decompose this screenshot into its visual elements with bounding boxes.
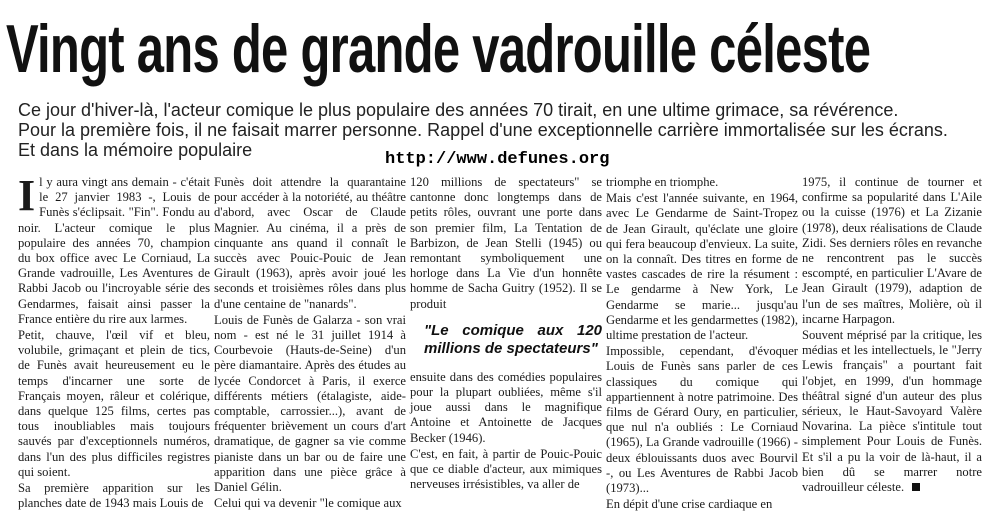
- drop-cap: I: [18, 171, 36, 220]
- end-of-article-mark: [912, 483, 920, 491]
- lead-line-2: Pour la première fois, il ne faisait marrer personne. Rappel d'une exceptionnelle carrière immortalisée sur les écrans.: [18, 120, 948, 140]
- paragraph: Mais c'est l'année suivante, en 1964, avec Le Gendarme de Saint-Tropez de Jean Girault, qu'éclate une gloire qui fera beaucoup d'envieux. La suite, on la connaît. Des titres en forme de vastes cascades de rire la résument : Le gendarme à New York, Le Gendarme se marie... jusqu'au Gendarme et les gendarmettes (1982), ultime prestation de l'acteur.: [606, 191, 798, 343]
- paragraph: Funès doit attendre la quarantaine pour accéder à la notoriété, au théâtre d'abord, avec Oscar de Claude Magnier. Au cinéma, il a près de cinquante ans quand il connaît le succès avec Pouic-Pouic de Jean Girault (1963), après avoir joué les seconds et troisièmes rôles dans plus d'une centaine de "nanards".: [214, 175, 406, 311]
- paragraph: ensuite dans des comédies populaires pour la plupart oubliées, même s'il joue aussi dans le magnifique Antoine et Antoinette de Jacques Becker (1946).: [410, 369, 602, 445]
- column-2: [214, 175, 406, 512]
- column-5: [802, 175, 982, 496]
- paragraph: Petit, chauve, l'œil vif et bleu, volubile, grimaçant et plein de tics, de Funès avait heureusement eu le temps d'incarner une sorte de Français moyen, râleur et colérique, dans quelque 125 films, certes pas tous inoubliables mais toujours sauvés par d'exceptionnels numéros, dans l'un des plus difficiles registres qui soient.: [18, 328, 210, 479]
- column-1: [18, 171, 210, 512]
- paragraph: Impossible, cependant, d'évoquer Louis de Funès sans parler de ces classiques du comique qui appartiennent à notre patrimoine. Des films de Gérard Oury, en particulier, que nul n'a oubliés : Le Corniaud (1965), La Grande vadrouille (1966) - deux éblouissants duos avec Bourvil -, ou Les Aventures de Rabbi Jacob (1973)...: [606, 344, 798, 496]
- website-url[interactable]: http://www.defunes.org: [385, 150, 610, 169]
- pull-quote: "Le comique aux 120 millions de spectateurs": [424, 321, 602, 357]
- paragraph: 1975, il continue de tourner et confirme sa popularité dans L'Aile ou la cuisse (1976) et La Zizanie (1978), deux réalisations de Claude Zidi. Ses derniers rôles en revanche ne rencontrent pas le succès escompté, en particulier L'Avare de Jean Girault (1979), adaption de l'un de ses maîtres, Molière, où il incarne Harpagon.: [802, 175, 982, 326]
- article-headline: Vingt ans de grande vadrouille céleste: [6, 11, 871, 87]
- paragraph: Louis de Funès de Galarza - son vrai nom - est né le 31 juillet 1914 à Courbevoie (Hauts-de-Seine) d'un père diamantaire. Après des études au lycée Condorcet à Paris, il exerce différents métiers (étalagiste, aide-comptable, carrossier...), avant de fréquenter brièvement un cours d'art dramatique, de gagner sa vie comme pianiste dans un bar ou de faire une apparition dans une pièce grâce à Daniel Gélin.: [214, 312, 406, 495]
- paragraph-text: Souvent méprisé par la critique, les médias et les intellectuels, le "Jerry Lewis français" a pourtant fait l'objet, en 1999, d'un hommage théâtral signé d'un auteur des plus sérieux, le Haut-Savoyard Valère Novarina. La pièce s'intitule tout simplement Pour Louis de Funès. Et s'il a pu la voir de là-haut, il a bien dû se marrer notre vadrouilleur céleste.: [802, 328, 982, 495]
- paragraph: Sa première apparition sur les planches date de 1943 mais Louis de: [18, 481, 210, 511]
- lead-line-1: Ce jour d'hiver-là, l'acteur comique le plus populaire des années 70 tirait, en une ultime grimace, sa révérence.: [18, 100, 899, 120]
- paragraph: [802, 328, 982, 495]
- paragraph: triomphe en triomphe.: [606, 175, 719, 189]
- paragraph: l y aura vingt ans demain - c'était le 27 janvier 1983 -, Louis de Funès s'éclipsait. "Fin". Fondu au noir. L'acteur comique le plus populaire des années 70, champion du box office avec Le Corniaud, La Grande vadrouille, Les Aventures de Rabbi Jacob ou l'incroyable série des Gendarmes, faisait ainsi passer la France entière du rire aux larmes.: [18, 175, 210, 326]
- column-3: [410, 175, 602, 493]
- lead-line-3: Et dans la mémoire populaire: [18, 140, 253, 160]
- paragraph: C'est, en fait, à partir de Pouic-Pouic que ce diable d'acteur, aux mimiques nerveuses irrésistibles, va aller de: [410, 446, 602, 492]
- column-4: [606, 175, 798, 513]
- paragraph: 120 millions de spectateurs" se cantonne donc longtemps dans de petits rôles, ouvrant une porte dans son premier film, La Tentation de Barbizon, de Jean Stelli (1945) ou remontant symboliquement une horloge dans La Vie d'un honnête homme de Sacha Guitry (1952). Il se produit: [410, 175, 602, 311]
- paragraph: Celui qui va devenir "le comique aux: [214, 496, 402, 511]
- paragraph: En dépit d'une crise cardiaque en: [606, 497, 773, 512]
